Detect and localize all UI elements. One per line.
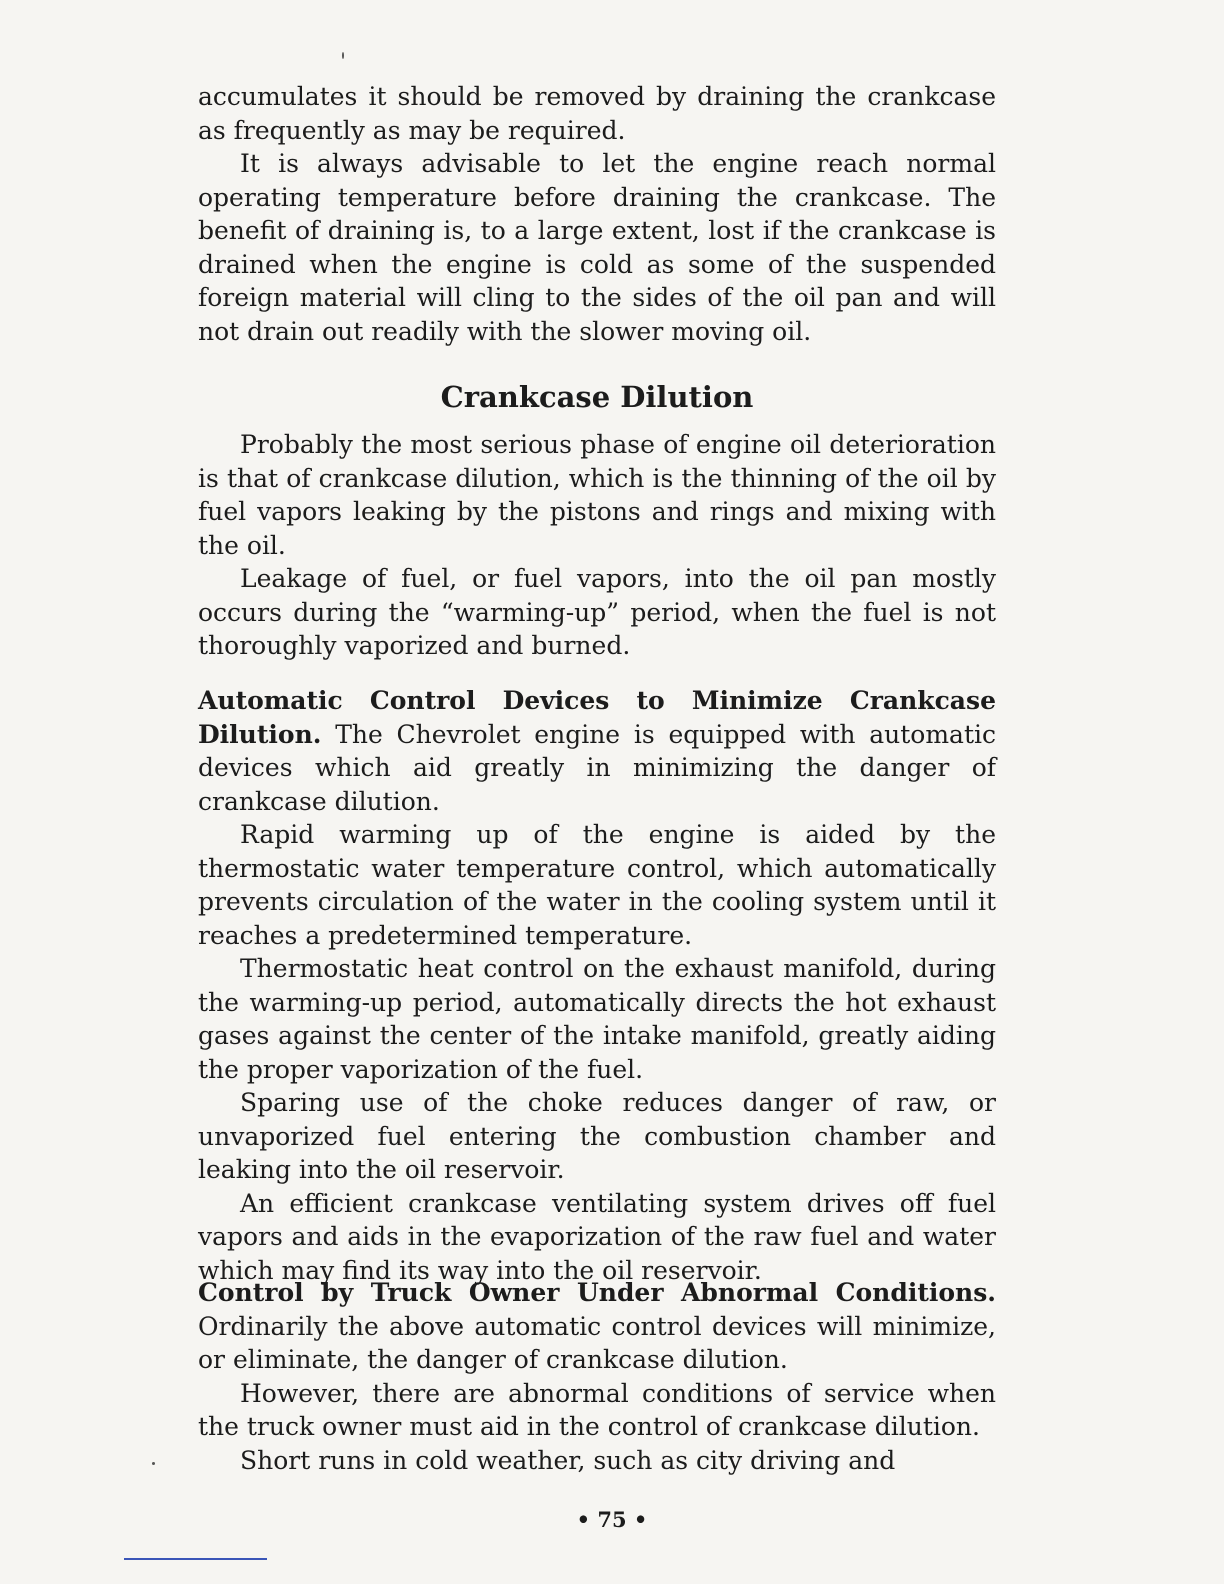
automatic-devices-section [198, 684, 996, 1287]
dilution-paragraph-2: Leakage of fuel, or fuel vapors, into the oil pan mostly occurs during the “warming-up” period, when the fuel is not thoroughly vaporized and burned. [198, 564, 996, 660]
dilution-text [198, 428, 996, 663]
automatic-run-in-heading: Automatic Control Devices to Minimize Crankcase Dilution. [198, 686, 996, 749]
owner-lead-text: Ordinarily the above automatic control devices will minimize, or eliminate, the danger of crankcase dilution. [198, 1311, 996, 1374]
intro-text [198, 80, 996, 348]
automatic-paragraph-2: Thermostatic heat control on the exhaust manifold, during the warming-up period, automatically directs the hot exhaust gases against the center of the intake manifold, greatly aiding the proper vaporization of the fuel. [198, 954, 996, 1084]
automatic-paragraph-3: Sparing use of the choke reduces danger of raw, or unvaporized fuel entering the combustion chamber and leaking into the oil reservoir. [198, 1088, 996, 1184]
intro-paragraph-1: accumulates it should be removed by draining the crankcase as frequently as may be required. [198, 82, 996, 145]
scan-speck [342, 52, 344, 59]
page-number: • 75 • [576, 1507, 648, 1532]
owner-lead-paragraph [198, 1276, 996, 1377]
automatic-lead-text: The Chevrolet engine is equipped with automatic devices which aid greatly in minimizing the danger of crankcase dilution. [198, 719, 996, 816]
section-heading: Crankcase Dilution [440, 380, 754, 414]
owner-paragraph-2: Short runs in cold weather, such as city driving and [240, 1445, 896, 1475]
owner-paragraph-1: However, there are abnormal conditions of service when the truck owner must aid in the control of crankcase dilution. [198, 1378, 996, 1441]
automatic-paragraph-1: Rapid warming up of the engine is aided by the thermostatic water temperature control, which automatically prevents circulation of the water in the cooling system until it reaches a predetermined temperature. [198, 820, 996, 950]
owner-control-section [198, 1276, 996, 1477]
owner-run-in-heading: Control by Truck Owner Under Abnormal Conditions. [198, 1278, 996, 1307]
automatic-lead-paragraph [198, 684, 996, 818]
intro-paragraph-2: It is always advisable to let the engine reach normal operating temperature before draining the crankcase. The benefit of draining is, to a large extent, lost if the crankcase is drained when the engine is cold as some of the suspended foreign material will cling to the sides of the oil pan and will not drain out readily with the slower moving oil. [198, 149, 996, 346]
dilution-paragraph-1: Probably the most serious phase of engine oil deterioration is that of crankcase dilution, which is the thinning of the oil by fuel vapors leaking by the pistons and rings and mixing with the oil. [198, 430, 996, 560]
scan-artifact-line [124, 1558, 267, 1560]
scan-speck [152, 1462, 155, 1465]
automatic-paragraph-4: An efficient crankcase ventilating system drives off fuel vapors and aids in the evaporization of the raw fuel and water which may find its way into the oil reservoir. [198, 1188, 996, 1285]
